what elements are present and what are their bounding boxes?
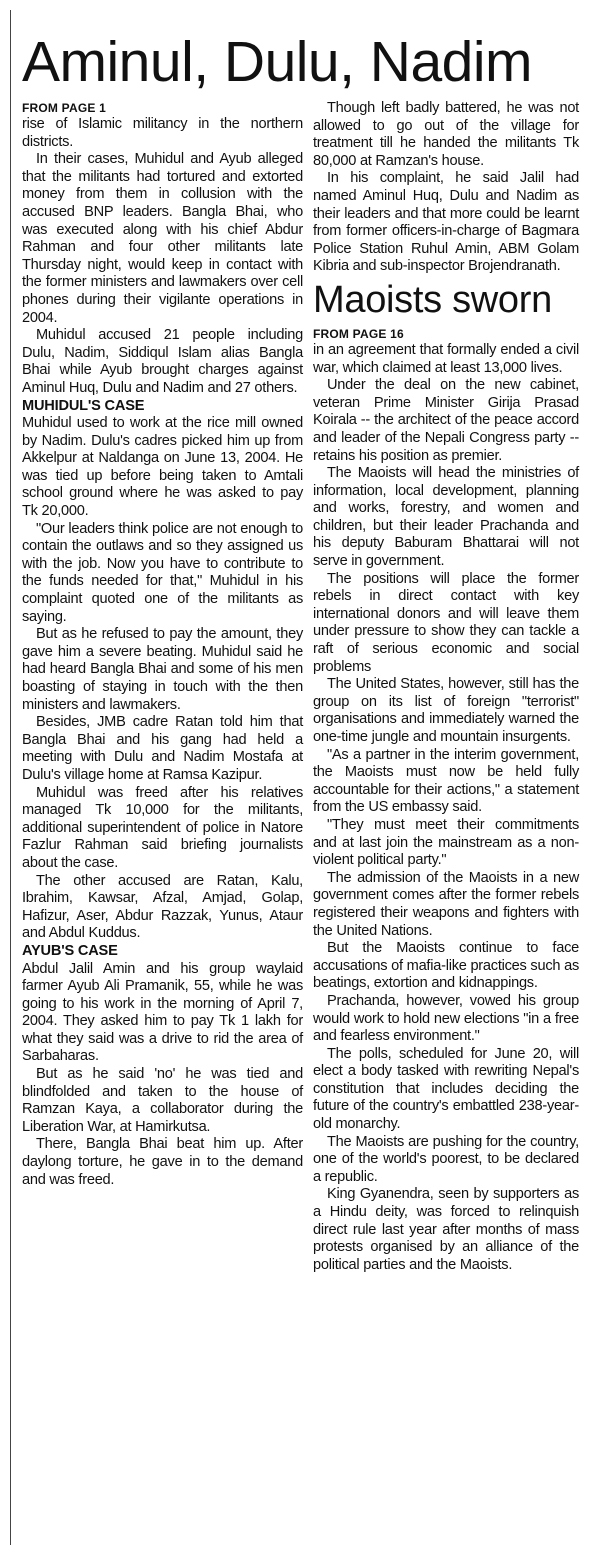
article-paragraph: Under the deal on the new cabinet, veteran Prime Minister Girija Prasad Koirala -- the architect of the peace accord and leader of the Nepali Congress party -- retains his position as premier. <box>313 377 579 464</box>
article-paragraph: The positions will place the former rebels in direct contact with key international donors and will leave them under pressure to show they can tackle a raft of serious economic and social problems <box>313 570 579 675</box>
jump-kicker: FROM PAGE 1 <box>22 101 106 115</box>
article-paragraph: "As a partner in the interim government, the Maoists must now be held fully accountable for their actions," a statement from the US embassy said. <box>313 746 579 816</box>
article-paragraph: "They must meet their commitments and at last join the mainstream as a non-violent political party." <box>313 816 579 869</box>
article-paragraph: Muhidul accused 21 people including Dulu, Nadim, Siddiqul Islam alias Bangla Bhai while Ayub brought charges against Aminul Huq, Dulu and Nadim and 27 others. <box>22 327 303 396</box>
article-headline: Aminul, Dulu, Nadim <box>22 30 533 94</box>
article-paragraph: In their cases, Muhidul and Ayub alleged that the militants had tortured and extorted money from them in collusion with the accused BNP leaders. Bangla Bhai, who was executed along with his chief Abdur Rahman and four other militants late Thursday night, would keep in contact with the former ministers and lawmakers over cell phones during their vigilante operations in 2004. <box>22 151 303 326</box>
article-paragraph: But as he refused to pay the amount, they gave him a severe beating. Muhidul said he had heard Bangla Bhai and some of his men boasting of staying in touch with the then ministers and lawmakers. <box>22 626 303 713</box>
article-paragraph: "Our leaders think police are not enough to contain the outlaws and so they assigned us with the job. Now you have to contribute to the funds needed for that," Muhidul in his complaint quoted one of the militants as saying. <box>22 520 303 625</box>
article-paragraph: But the Maoists continue to face accusations of mafia-like practices such as beatings, extortion and kidnappings. <box>313 940 579 992</box>
right-column <box>313 100 579 1274</box>
article-paragraph: The Maoists are pushing for the country, one of the world's poorest, to be declared a republic. <box>313 1133 579 1185</box>
article-paragraph: Though left badly battered, he was not allowed to go out of the village for treatment till he handed the militants Tk 80,000 at Ramzan's house. <box>313 100 579 169</box>
article-paragraph: The polls, scheduled for June 20, will elect a body tasked with rewriting Nepal's constitution that includes deciding the future of the country's embattled 238-year-old monarchy. <box>313 1045 579 1133</box>
article-paragraph: King Gyanendra, seen by supporters as a Hindu deity, was forced to relinquish direct rule last year after months of mass protests organised by an alliance of the political parties and the Maoists. <box>313 1186 579 1273</box>
article-paragraph: In his complaint, he said Jalil had named Aminul Huq, Dulu and Nadim as their leaders and that more could be learnt from former officers-in-charge of Bagmara Police Station Ruhul Amin, ABM Golam Kibria and sub-inspector Brojendranath. <box>313 170 579 275</box>
article-paragraph: But as he said 'no' he was tied and blindfolded and taken to the house of Ramzan Kaya, a collaborator during the Liberation War, at Hamirkutsa. <box>22 1066 303 1135</box>
article-paragraph: The admission of the Maoists in a new government comes after the former rebels registered their weapons and fighters with the United Nations. <box>313 869 579 939</box>
article-paragraph: There, Bangla Bhai beat him up. After daylong torture, he gave in to the demand and was freed. <box>22 1136 303 1188</box>
article-paragraph: in an agreement that formally ended a civil war, which claimed at least 13,000 lives. <box>313 341 579 376</box>
article-paragraph: Abdul Jalil Amin and his group waylaid farmer Ayub Ali Pramanik, 55, while he was going to his work in the morning of April 7, 2004. They asked him to pay Tk 1 lakh for what they said was a drive to rid the area of Sarbaharas. <box>22 960 303 1065</box>
article-paragraph: rise of Islamic militancy in the northern districts. <box>22 116 303 150</box>
article-paragraph: Muhidul was freed after his relatives managed Tk 10,000 for the militants, additional superintendent of police in Natore Fazlur Rahman said briefing journalists about the case. <box>22 784 303 871</box>
second-article-headline: Maoists sworn <box>313 278 552 321</box>
article-paragraph: The other accused are Ratan, Kalu, Ibrahim, Kawsar, Afzal, Amjad, Golap, Hafizur, Aser, Abdur Razzak, Yunus, Ataur and Abdul Kuddus. <box>22 872 303 942</box>
jump-kicker: FROM PAGE 16 <box>313 326 404 341</box>
left-column <box>22 100 303 1189</box>
article-paragraph: The Maoists will head the ministries of information, local development, planning and works, forestry, and women and children, but their leader Prachanda and his deputy Baburam Bhattarai will not serve in government. <box>313 465 579 570</box>
article-paragraph: Besides, JMB cadre Ratan told him that Bangla Bhai and his gang had held a meeting with Dulu and Nadim Mostafa at Dulu's village home at Ramsa Kazipur. <box>22 714 303 783</box>
article-paragraph: Muhidul used to work at the rice mill owned by Nadim. Dulu's cadres picked him up from Akkelpur at Naldanga on June 13, 2004. He was tied up before being taken to Amtali school ground where he was asked to pay Tk 20,000. <box>22 415 303 520</box>
column-rule <box>10 10 11 1545</box>
section-subhead-ayub: AYUB'S CASE <box>22 942 118 959</box>
article-paragraph: The United States, however, still has the group on its list of foreign "terrorist" organisations and immediately warned the one-time jungle and mountain insurgents. <box>313 676 579 745</box>
section-subhead-muhidul: MUHIDUL'S CASE <box>22 397 145 414</box>
article-paragraph: Prachanda, however, vowed his group would work to hold new elections "in a free and fearless environment." <box>313 992 579 1045</box>
